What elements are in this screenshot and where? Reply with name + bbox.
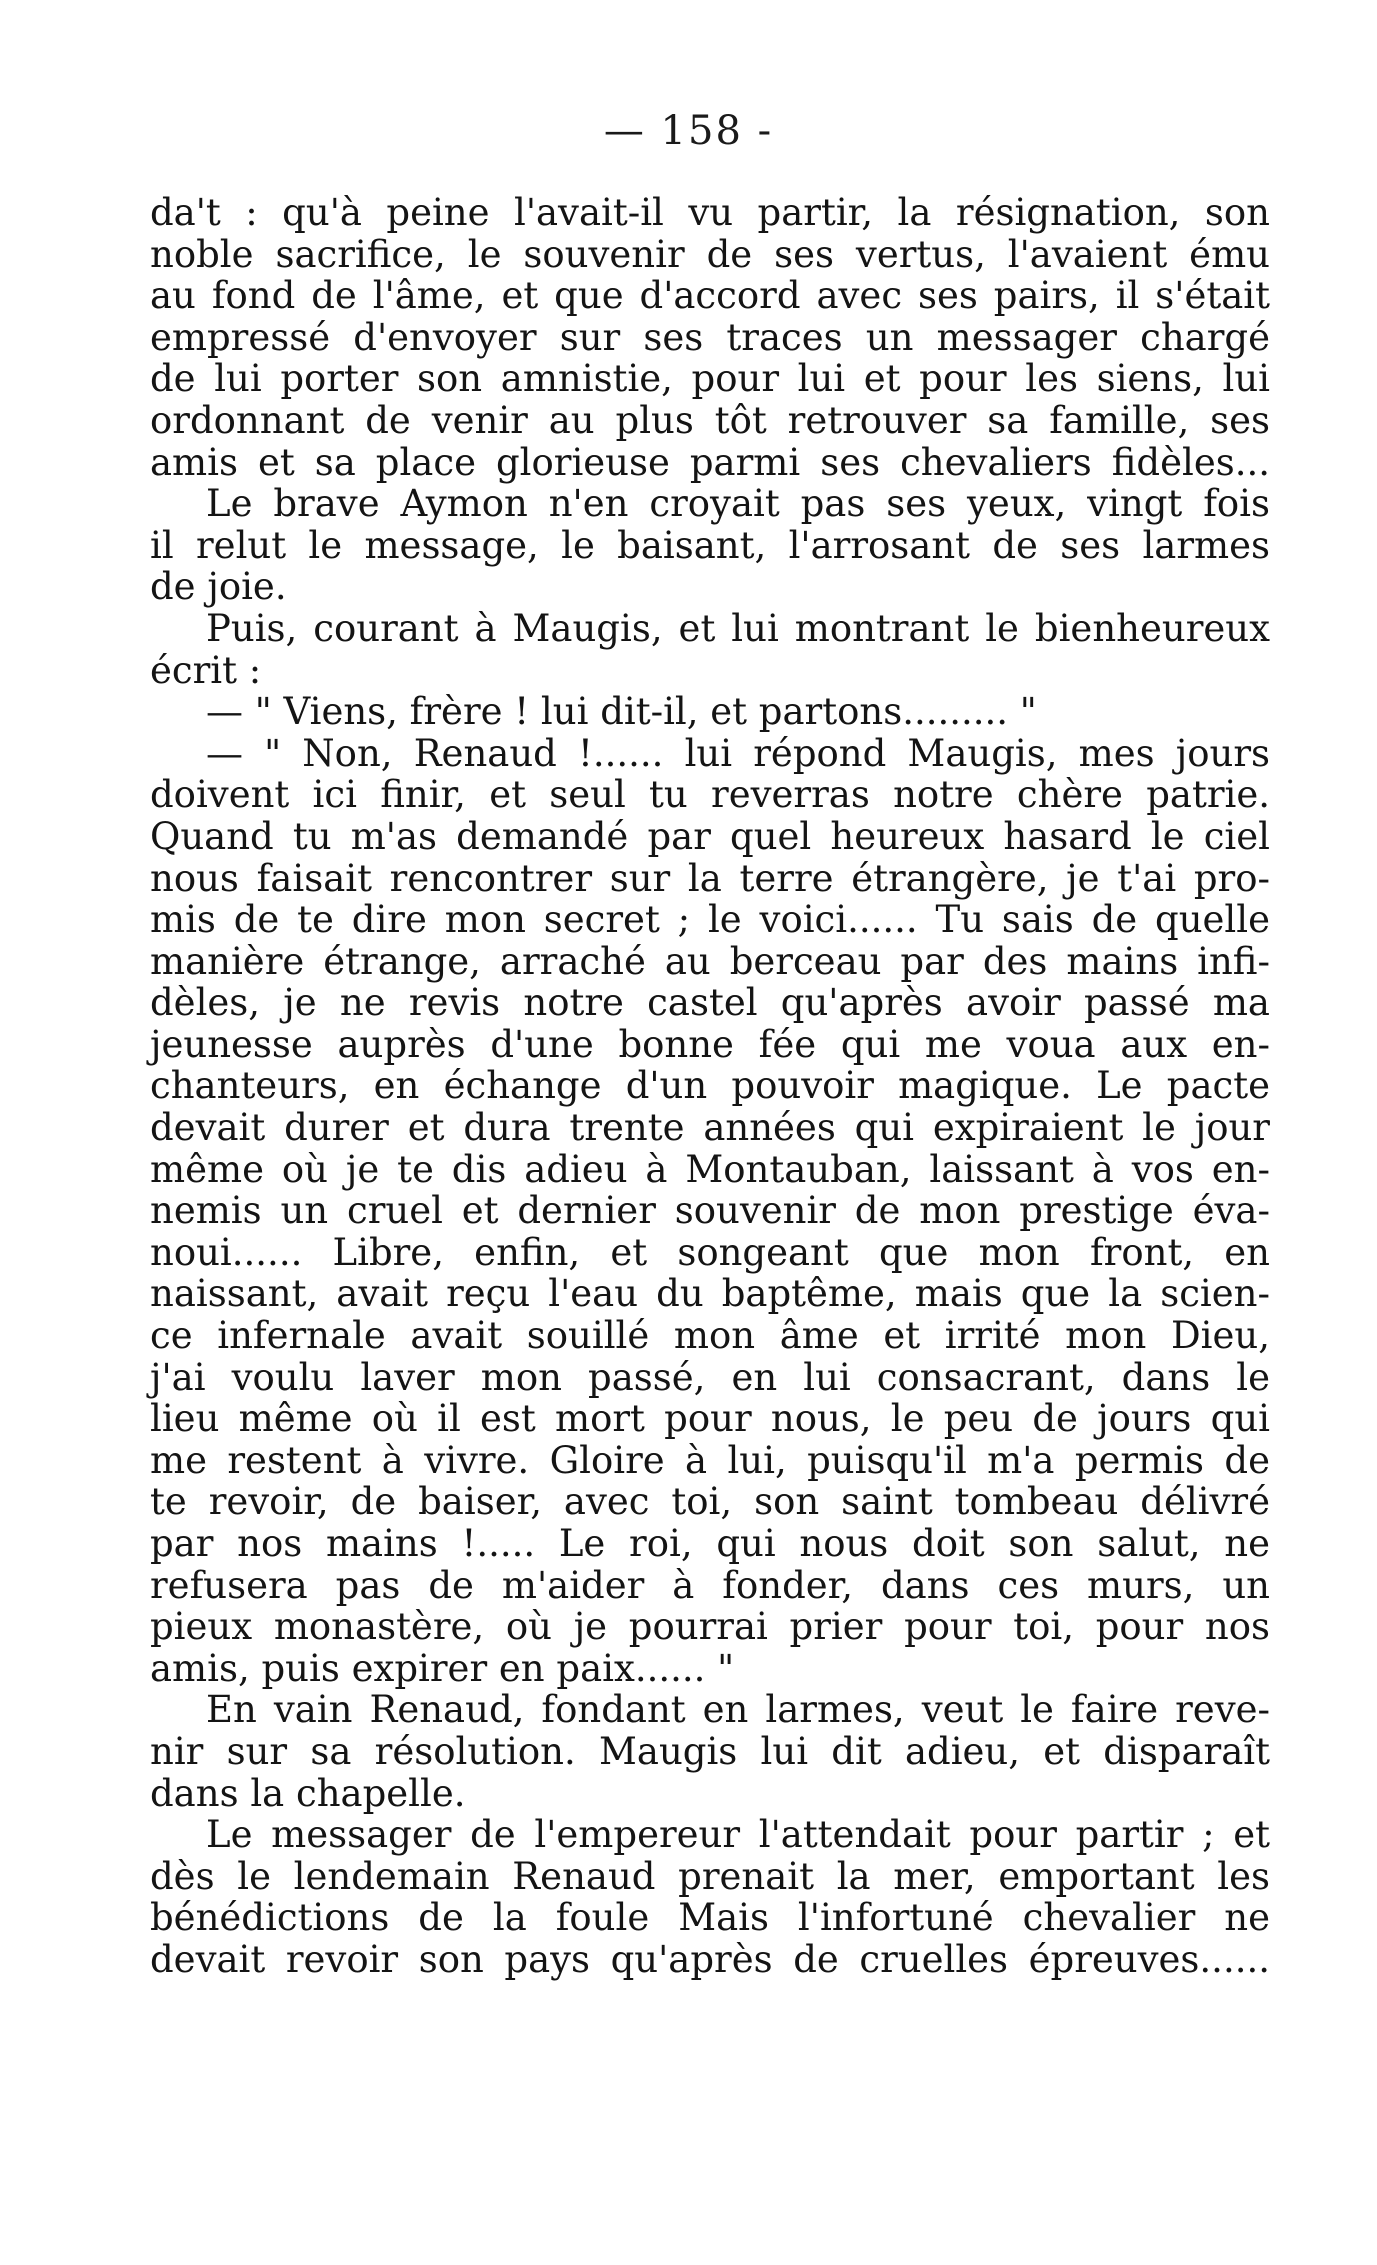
text-line: doivent ici finir, et seul tu reverras notre chère patrie.	[150, 773, 1270, 817]
text-line: noui...... Libre, enfin, et songeant que mon front, en	[150, 1230, 1270, 1274]
text-line: — " Non, Renaud !...... lui répond Maugis, mes jours	[206, 731, 1270, 775]
text-line: te revoir, de baiser, avec toi, son saint tombeau délivré	[150, 1480, 1270, 1524]
text-line: noble sacrifice, le souvenir de ses vertus, l'avaient ému	[150, 232, 1270, 276]
text-line: manière étrange, arraché au berceau par des mains infi-	[150, 939, 1270, 983]
text-line: — " Viens, frère ! lui dit-il, et partons......... "	[206, 690, 1037, 734]
text-line: empressé d'envoyer sur ses traces un messager chargé	[150, 315, 1270, 359]
text-line: chanteurs, en échange d'un pouvoir magique. Le pacte	[150, 1064, 1270, 1108]
text-line: bénédictions de la foule Mais l'infortuné chevalier ne	[150, 1896, 1270, 1940]
text-line: dèles, je ne revis notre castel qu'après avoir passé ma	[150, 981, 1270, 1025]
text-line: même où je te dis adieu à Montauban, laissant à vos en-	[150, 1147, 1270, 1191]
text-line: refusera pas de m'aider à fonder, dans ces murs, un	[150, 1563, 1270, 1607]
text-line: de joie.	[150, 565, 287, 609]
text-line: mis de te dire mon secret ; le voici...... Tu sais de quelle	[150, 898, 1270, 942]
text-line: nous faisait rencontrer sur la terre étrangère, je t'ai pro-	[150, 856, 1270, 900]
text-line: me restent à vivre. Gloire à lui, puisqu'il m'a permis de	[150, 1438, 1270, 1482]
text-line: j'ai voulu laver mon passé, en lui consacrant, dans le	[150, 1355, 1270, 1399]
text-line: ce infernale avait souillé mon âme et irrité mon Dieu,	[150, 1314, 1270, 1358]
text-line: En vain Renaud, fondant en larmes, veut le faire reve-	[206, 1688, 1270, 1732]
page-number: — 158 -	[603, 108, 774, 154]
text-line: dès le lendemain Renaud prenait la mer, emportant les	[150, 1854, 1270, 1898]
text-line: au fond de l'âme, et que d'accord avec ses pairs, il s'était	[150, 274, 1270, 318]
text-line: il relut le message, le baisant, l'arrosant de ses larmes	[150, 523, 1270, 567]
text-line: jeunesse auprès d'une bonne fée qui me voua aux en-	[150, 1022, 1270, 1066]
text-line: lieu même où il est mort pour nous, le peu de jours qui	[150, 1397, 1270, 1441]
text-line: devait durer et dura trente années qui expiraient le jour	[150, 1106, 1270, 1150]
text-line: Le brave Aymon n'en croyait pas ses yeux, vingt fois	[206, 482, 1270, 526]
text-line: naissant, avait reçu l'eau du baptême, mais que la scien-	[150, 1272, 1270, 1316]
text-line: nir sur sa résolution. Maugis lui dit adieu, et disparaît	[150, 1729, 1270, 1773]
text-line: devait revoir son pays qu'après de cruelles épreuves......	[150, 1937, 1270, 1981]
text-line: Quand tu m'as demandé par quel heureux hasard le ciel	[150, 814, 1270, 858]
text-line: par nos mains !..... Le roi, qui nous doit son salut, ne	[150, 1522, 1270, 1565]
text-line: Le messager de l'empereur l'attendait pour partir ; et	[206, 1813, 1270, 1857]
text-line: nemis un cruel et dernier souvenir de mon prestige éva-	[150, 1189, 1270, 1233]
text-line: amis, puis expirer en paix...... "	[150, 1646, 735, 1690]
text-line: de lui porter son amnistie, pour lui et pour les siens, lui	[150, 357, 1270, 401]
body-text	[150, 192, 1270, 1981]
text-line: pieux monastère, où je pourrai prier pour toi, pour nos	[150, 1605, 1270, 1649]
text-line: da't : qu'à peine l'avait-il vu partir, la résignation, son	[150, 191, 1270, 234]
text-line: ordonnant de venir au plus tôt retrouver sa famille, ses	[150, 398, 1270, 442]
text-line: écrit :	[150, 648, 262, 692]
text-line: dans la chapelle.	[150, 1771, 466, 1815]
text-line: Puis, courant à Maugis, et lui montrant le bienheureux	[206, 606, 1270, 650]
text-line: amis et sa place glorieuse parmi ses chevaliers fidèles...	[150, 440, 1270, 484]
